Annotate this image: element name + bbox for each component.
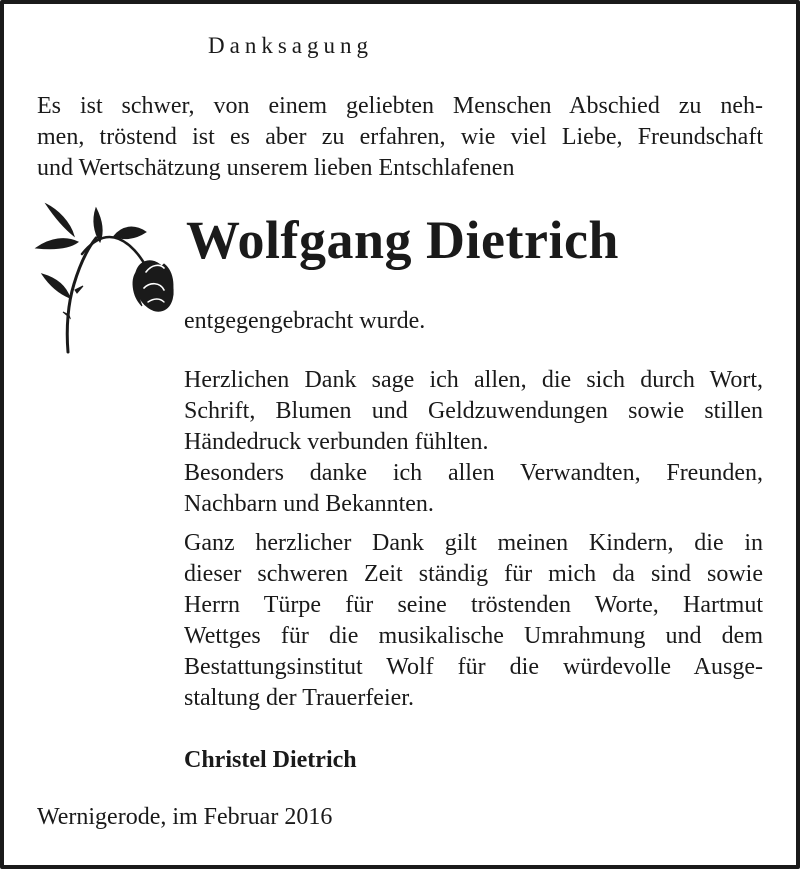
rose-icon xyxy=(30,198,180,356)
intro-line: und Wertschätzung unserem lieben Entschlafenen xyxy=(37,155,515,181)
place-date: Wernigerode, im Februar 2016 xyxy=(37,804,333,830)
deceased-name: Wolfgang Dietrich xyxy=(186,210,619,270)
body-line: staltung der Trauerfeier. xyxy=(184,685,414,711)
body-line: Besonders danke ich allen Verwandten, Freunden, xyxy=(184,460,763,486)
body-line: Herrn Türpe für seine tröstenden Worte, Hartmut xyxy=(184,592,763,618)
body-line: Händedruck verbunden fühlten. xyxy=(184,429,489,455)
body-line: Bestattungsinstitut Wolf für die würdevolle Ausge- xyxy=(184,654,763,680)
intro-line: men, tröstend ist es aber zu erfahren, wie viel Liebe, Freundschaft xyxy=(37,124,763,150)
body-line: Wettges für die musikalische Umrahmung und dem xyxy=(184,623,763,649)
body-line: Schrift, Blumen und Geldzuwendungen sowie stillen xyxy=(184,398,763,424)
intro-line: Es ist schwer, von einem geliebten Menschen Abschied zu neh- xyxy=(37,93,763,119)
signature: Christel Dietrich xyxy=(184,747,357,773)
body-line: dieser schweren Zeit ständig für mich da sind sowie xyxy=(184,561,763,587)
notice-heading: Danksagung xyxy=(208,33,373,58)
body-line: Nachbarn und Bekannten. xyxy=(184,491,434,517)
body-line: Ganz herzlicher Dank gilt meinen Kindern, die in xyxy=(184,530,763,556)
body-line: Herzlichen Dank sage ich allen, die sich durch Wort, xyxy=(184,367,763,393)
after-name-text: entgegengebracht wurde. xyxy=(184,308,426,334)
